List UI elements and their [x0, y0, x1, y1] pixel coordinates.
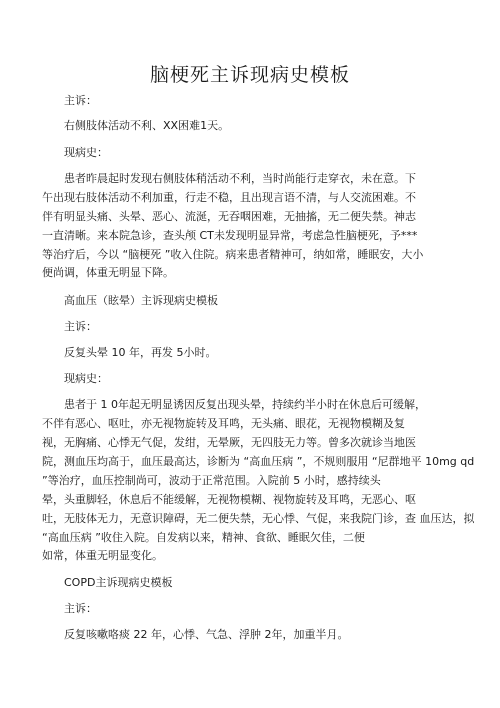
history-line: 等治疗后，今以 “脑梗死 ”收入住院。病来患者精神可，纳如常，睡眠安，大小 [42, 248, 424, 261]
section-heading: 高血压（眩晕）主诉现病史模板 [64, 294, 218, 307]
history-line: 患者于 1 0年起无明显诱因反复出现头晕，持续约半小时在休息后可缓解， [64, 398, 426, 411]
document-title: 脑梗死主诉现病史模板 [149, 64, 350, 86]
history-line: “高血压病 ”收住入院。自发病以来，精神、食欲、睡眠欠佳，二便 [42, 531, 365, 544]
history-line: 院，测血压均高于，血压最高达，诊断为 “高血压病 ”，不规则服用 “尼群地平 10mg qd [42, 455, 475, 468]
history-label: 现病史： [64, 146, 108, 159]
history-line: 一直清晰。来本院急诊，查头颅 CT未发现明显异常，考虑急性脑梗死，予*** [42, 229, 418, 242]
history-line: 不伴有恶心、呕吐，亦无视物旋转及耳鸣，无头痛、眼花，无视物模糊及复 [42, 417, 405, 430]
chief-complaint-text: 反复咳嗽咯痰 22 年，心悸、气急、浮肿 2年，加重半月。 [64, 628, 349, 641]
chief-complaint-label: 主诉： [64, 602, 97, 615]
history-line: 吐，无肢体无力，无意识障碍，无二便失禁，无心悸、气促，来我院门诊，查 血压达，拟 [42, 512, 475, 525]
history-line: 如常，体重无明显变化。 [42, 549, 163, 562]
section-heading: COPD主诉现病史模板 [64, 576, 173, 589]
history-line: 午出现右肢体活动不利加重，行走不稳，且出现言语不清，与人交流困难。不 [42, 191, 416, 204]
history-line: 患者昨晨起时发现右侧肢体稍活动不利，当时尚能行走穿衣，未在意。下 [64, 172, 416, 185]
chief-complaint-label: 主诉： [64, 320, 97, 333]
history-line: 晕，头重脚轻，休息后不能缓解，无视物模糊、视物旋转及耳鸣，无恶心、呕 [42, 493, 416, 506]
history-line: 伴有明显头痛、头晕、恶心、流涎，无吞咽困难，无抽搐，无二便失禁。神志 [42, 210, 416, 223]
history-line: ”等治疗，血压控制尚可，波动于正常范围。入院前 5 小时，感持续头 [42, 474, 381, 487]
chief-complaint-text: 反复头晕 10 年，再发 5小时。 [64, 346, 217, 359]
chief-complaint-text: 右侧肢体活动不利、XX困难1天。 [64, 119, 230, 132]
history-label: 现病史： [64, 372, 108, 385]
history-line: 视，无胸痛、心悸无气促，发绀，无晕厥，无四肢无力等。曾多次就诊当地医 [42, 436, 416, 449]
history-line: 便尚调，体重无明显下降。 [42, 266, 174, 279]
chief-complaint-label: 主诉： [64, 94, 97, 107]
